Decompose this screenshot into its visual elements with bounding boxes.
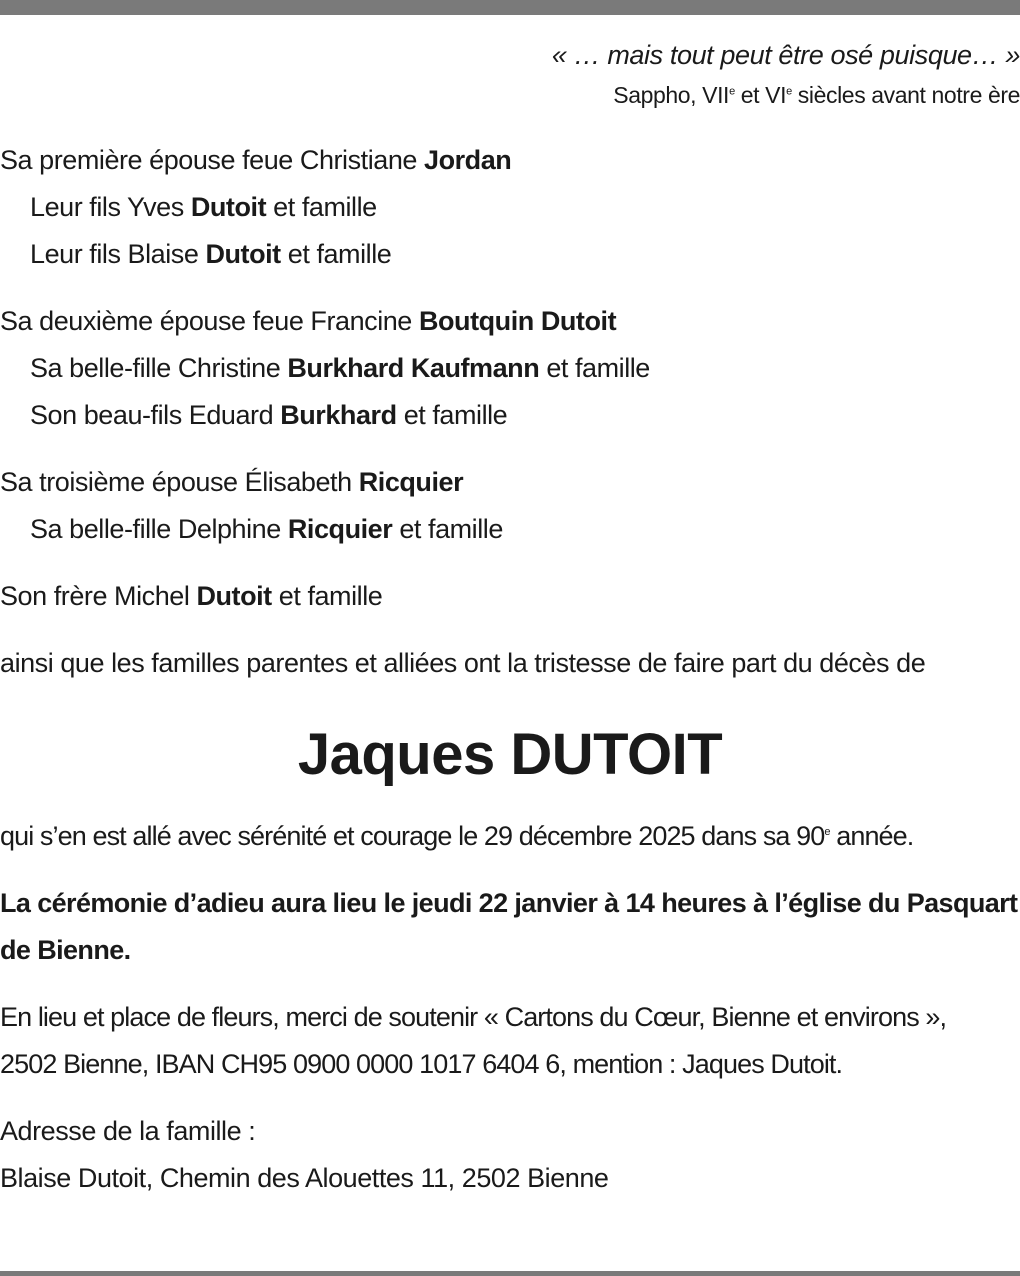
obituary xyxy=(0,15,1020,1202)
passing-post: année. xyxy=(829,821,914,851)
family-member-line xyxy=(0,231,1020,278)
family-member-line xyxy=(0,298,1020,345)
family-member-line xyxy=(0,392,1020,439)
member-surname: Burkhard Kaufmann xyxy=(287,353,540,383)
family-member-line xyxy=(0,137,1020,184)
member-surname: Ricquier xyxy=(358,467,464,497)
top-rule xyxy=(0,0,1020,15)
member-surname: Dutoit xyxy=(196,581,272,611)
member-relation: Sa belle-fille Delphine xyxy=(30,514,288,544)
source-superscript: e xyxy=(786,85,792,98)
member-surname: Dutoit xyxy=(205,239,281,269)
member-surname: Ricquier xyxy=(287,514,393,544)
passing-superscript: e xyxy=(824,826,830,838)
family-member-line xyxy=(0,184,1020,231)
passing-pre: qui s’en est allé avec sérénité et courage le 29 décembre 2025 dans sa 90 xyxy=(0,821,825,851)
family-address xyxy=(0,1108,1020,1202)
member-relation: Son frère Michel xyxy=(0,581,197,611)
member-surname: Dutoit xyxy=(190,192,267,222)
announcement: ainsi que les familles parentes et alliées ont la tristesse de faire part du décès de xyxy=(0,648,926,678)
member-relation: Leur fils Yves xyxy=(30,192,191,222)
passing-text xyxy=(0,813,1020,860)
member-surname: Boutquin Dutoit xyxy=(418,306,617,336)
member-suffix: et famille xyxy=(271,581,383,611)
address-label: Adresse de la famille : xyxy=(0,1116,256,1146)
source-superscript: e xyxy=(729,85,735,98)
bottom-rule xyxy=(0,1271,1020,1276)
family-group xyxy=(0,573,1020,620)
member-relation: Sa première épouse feue Christiane xyxy=(0,145,425,175)
member-relation: Son beau-fils Eduard xyxy=(30,400,281,430)
ceremony-notice: La cérémonie d’adieu aura lieu le jeudi 22 janvier à 14 heures à l’église du Pasquart de Bienne. xyxy=(0,888,1018,965)
member-relation: Sa deuxième épouse feue Francine xyxy=(0,306,419,336)
family-group xyxy=(0,459,1020,553)
member-relation: Sa troisième épouse Élisabeth xyxy=(0,467,359,497)
member-surname: Jordan xyxy=(424,145,512,175)
member-suffix: et famille xyxy=(266,192,377,222)
donation-line: En lieu et place de fleurs, merci de soutenir « Cartons du Cœur, Bienne et environs », xyxy=(0,1002,947,1032)
epigraph-quote: « … mais tout peut être osé puisque… » xyxy=(551,40,1020,70)
family-group xyxy=(0,298,1020,439)
member-suffix: et famille xyxy=(280,239,392,269)
source-text: siècles avant notre ère xyxy=(791,82,1020,108)
family-member-line xyxy=(0,506,1020,553)
epigraph-source xyxy=(0,79,1020,111)
donation-notice xyxy=(0,994,1020,1088)
family-member-line xyxy=(0,345,1020,392)
member-suffix: et famille xyxy=(392,514,503,544)
source-text: et VI xyxy=(734,82,787,108)
member-relation: Leur fils Blaise xyxy=(30,239,206,269)
family-member-line xyxy=(0,573,1020,620)
member-suffix: et famille xyxy=(539,353,650,383)
family-group xyxy=(0,137,1020,278)
member-surname: Burkhard xyxy=(280,400,397,430)
family-member-line xyxy=(0,459,1020,506)
deceased-name: Jaques DUTOIT xyxy=(297,722,723,787)
member-suffix: et famille xyxy=(396,400,508,430)
address-text: Blaise Dutoit, Chemin des Alouettes 11, 2502 Bienne xyxy=(0,1163,609,1193)
donation-line: 2502 Bienne, IBAN CH95 0900 0000 1017 6404 6, mention : Jaques Dutoit. xyxy=(0,1049,843,1079)
member-relation: Sa belle-fille Christine xyxy=(30,353,288,383)
source-text: Sappho, VII xyxy=(613,82,730,108)
family-list xyxy=(0,137,1020,620)
